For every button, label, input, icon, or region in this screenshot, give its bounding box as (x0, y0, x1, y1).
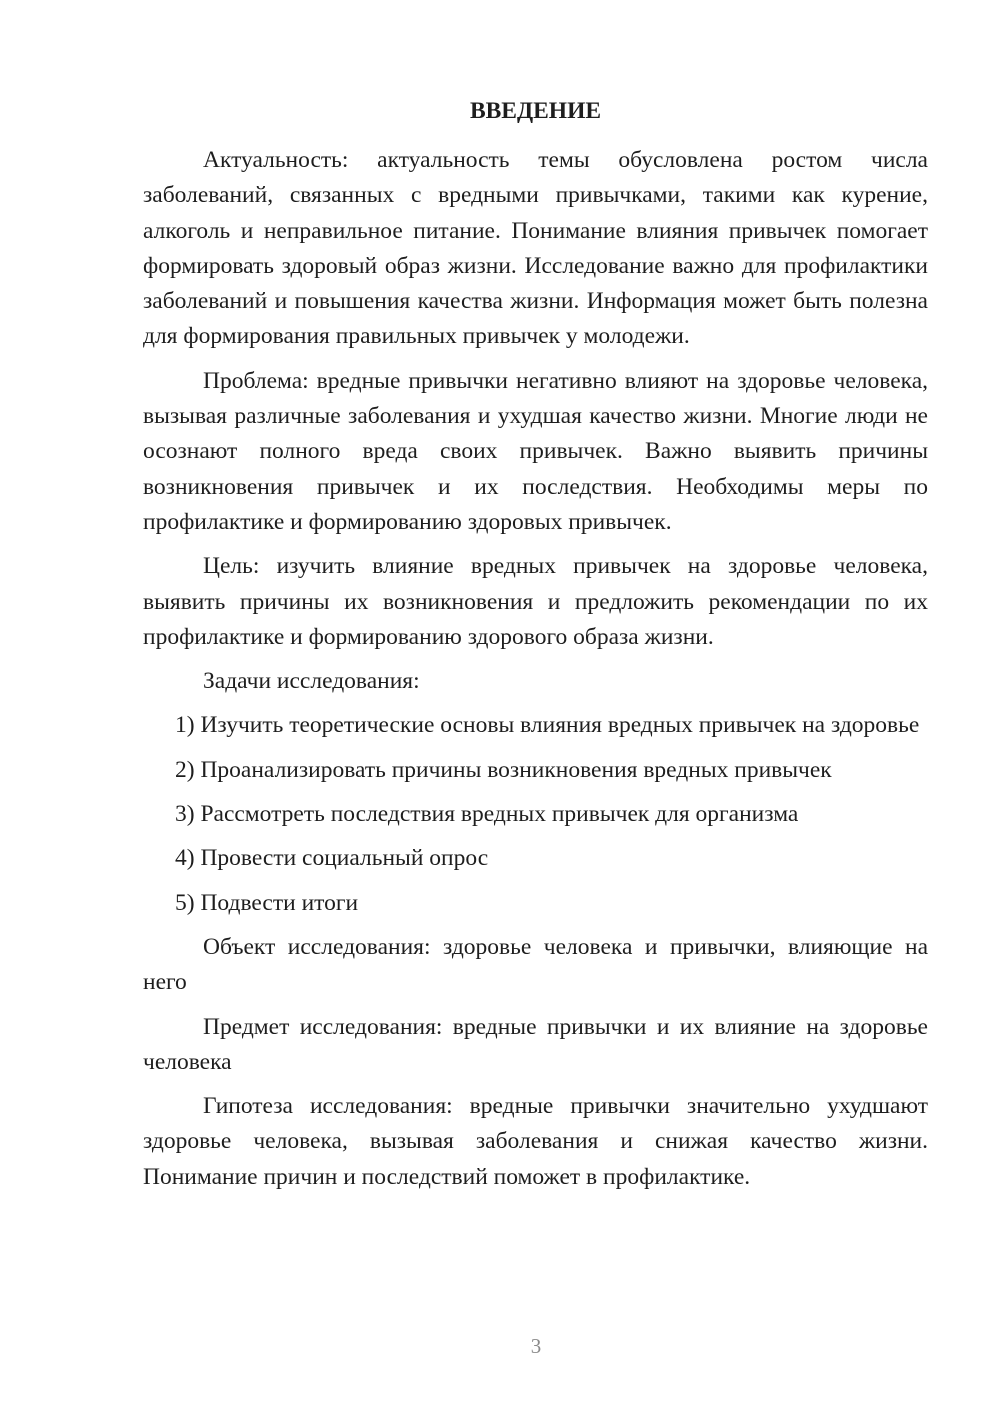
task-item: 3) Рассмотреть последствия вредных привычек для организма (175, 801, 799, 828)
task-item: 5) Подвести итоги (175, 889, 359, 916)
paragraph-relevance: Актуальность: актуальность темы обусловлена ростом числа заболеваний, связанных с вредными привычками, такими как курение, алкоголь и неправильное питание. Понимание влияния привычек помогает формировать здоровый образ жизни. Исследование важно для профилактики заболеваний и повышения качества жизни. Информация может быть полезна для формирования правильных привычек у молодежи. (143, 147, 928, 350)
paragraph-goal: Цель: изучить влияние вредных привычек на здоровье человека, выявить причины их возникновения и предложить рекомендации по их профилактике и формированию здорового образа жизни. (143, 553, 928, 650)
page-content (143, 94, 928, 1204)
task-item: 4) Провести социальный опрос (175, 845, 489, 872)
task-item: 1) Изучить теоретические основы влияния вредных привычек на здоровье (175, 712, 920, 739)
paragraph-problem: Проблема: вредные привычки негативно влияют на здоровье человека, вызывая различные заболевания и ухудшая качество жизни. Многие люди не осознают полного вреда своих привычек. Важно выявить причины возникновения привычек и их последствия. Необходимы меры по профилактике и формированию здоровых привычек. (143, 367, 928, 535)
page-number: 3 (530, 1334, 542, 1358)
paragraph-hypothesis: Гипотеза исследования: вредные привычки значительно ухудшают здоровье человека, вызывая заболевания и снижая качество жизни. Понимание причин и последствий поможет в профилактике. (143, 1093, 928, 1190)
tasks-heading: Задачи исследования: (203, 668, 420, 695)
paragraph-object: Объект исследования: здоровье человека и привычки, влияющие на него (143, 933, 928, 996)
task-item: 2) Проанализировать причины возникновения вредных привычек (175, 756, 832, 783)
section-title: ВВЕДЕНИЕ (469, 98, 602, 124)
paragraph-subject: Предмет исследования: вредные привычки и их влияние на здоровье человека (143, 1013, 928, 1075)
